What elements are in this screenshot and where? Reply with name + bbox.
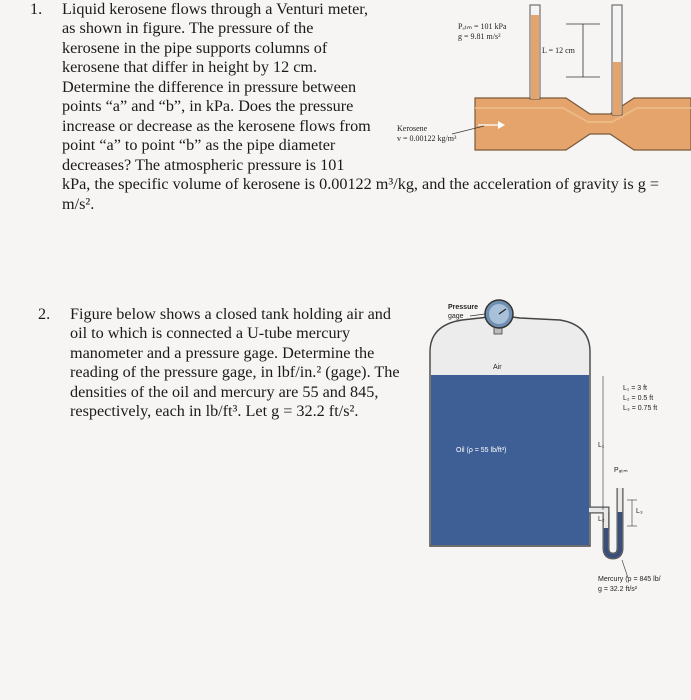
problem-1-line: point “a” to point “b” as the pipe diameter [62, 136, 336, 154]
height-label: L = 12 cm [542, 46, 575, 55]
problem-1-line: Determine the difference in pressure between [62, 78, 357, 96]
gage-label-line1: Pressure [448, 304, 478, 311]
gravity-label: g = 9.81 m/s² [458, 32, 501, 41]
problem-1-line: Liquid kerosene flows through a Venturi meter, [62, 0, 369, 18]
problem-1-line: kPa, the specific volume of kerosene is 0.00122 m³/kg, and the acceleration of gravity is g = [62, 175, 660, 193]
problem-2-line: reading of the pressure gage, in lbf/in.² (gage). The [70, 363, 400, 381]
problem-1-line: decreases? The atmospheric pressure is 101 [62, 156, 345, 174]
problem-2-line: Figure below shows a closed tank holding air and [70, 305, 391, 323]
problem-2-line: oil to which is connected a U-tube mercury [70, 324, 351, 342]
l1-value: L₁ = 3 ft [623, 385, 647, 392]
gage-label-line2: gage [448, 313, 464, 320]
problem-1-line: kerosene that differ in height by 12 cm. [62, 58, 318, 76]
l3-label: L₃ [636, 508, 643, 515]
problem-2-line: densities of the oil and mercury are 55 and 845, [70, 383, 379, 401]
l1-label: L₁ [598, 442, 605, 449]
problem-1-line: increase or decrease as the kerosene flows from [62, 117, 371, 135]
l2-value: L₂ = 0.5 ft [623, 395, 654, 402]
problem-1-number: 1. [30, 0, 43, 18]
gravity-label-2: g = 32.2 ft/s² [598, 586, 638, 593]
patm-label: Pₐₜₘ = 101 kPa [458, 22, 507, 31]
problem-1-line: as shown in figure. The pressure of the [62, 19, 314, 37]
l3-value: L₃ = 0.75 ft [623, 405, 658, 412]
patm-label-2: Pₐₜₘ [614, 467, 628, 474]
kerosene-label: Kerosene [397, 124, 428, 133]
problem-1-line: points “a” and “b”, in kPa. Does the pressure [62, 97, 354, 115]
air-label: Air [493, 364, 502, 371]
specific-volume-label: v = 0.00122 kg/m³ [397, 134, 457, 143]
problem-1-line: m/s². [62, 195, 95, 213]
l2-label: L₂ [598, 516, 605, 523]
problem-2-line: manometer and a pressure gage. Determine the [70, 344, 375, 362]
mercury-label: Mercury (ρ = 845 lb/ [598, 576, 661, 583]
oil-label: Oil (ρ = 55 lb/ft³) [456, 447, 507, 454]
problem-2-line: respectively, each in lb/ft³. Let g = 32.2 ft/s². [70, 402, 359, 420]
problem-1-line: kerosene in the pipe supports columns of [62, 39, 328, 57]
problem-2-number: 2. [38, 305, 51, 323]
